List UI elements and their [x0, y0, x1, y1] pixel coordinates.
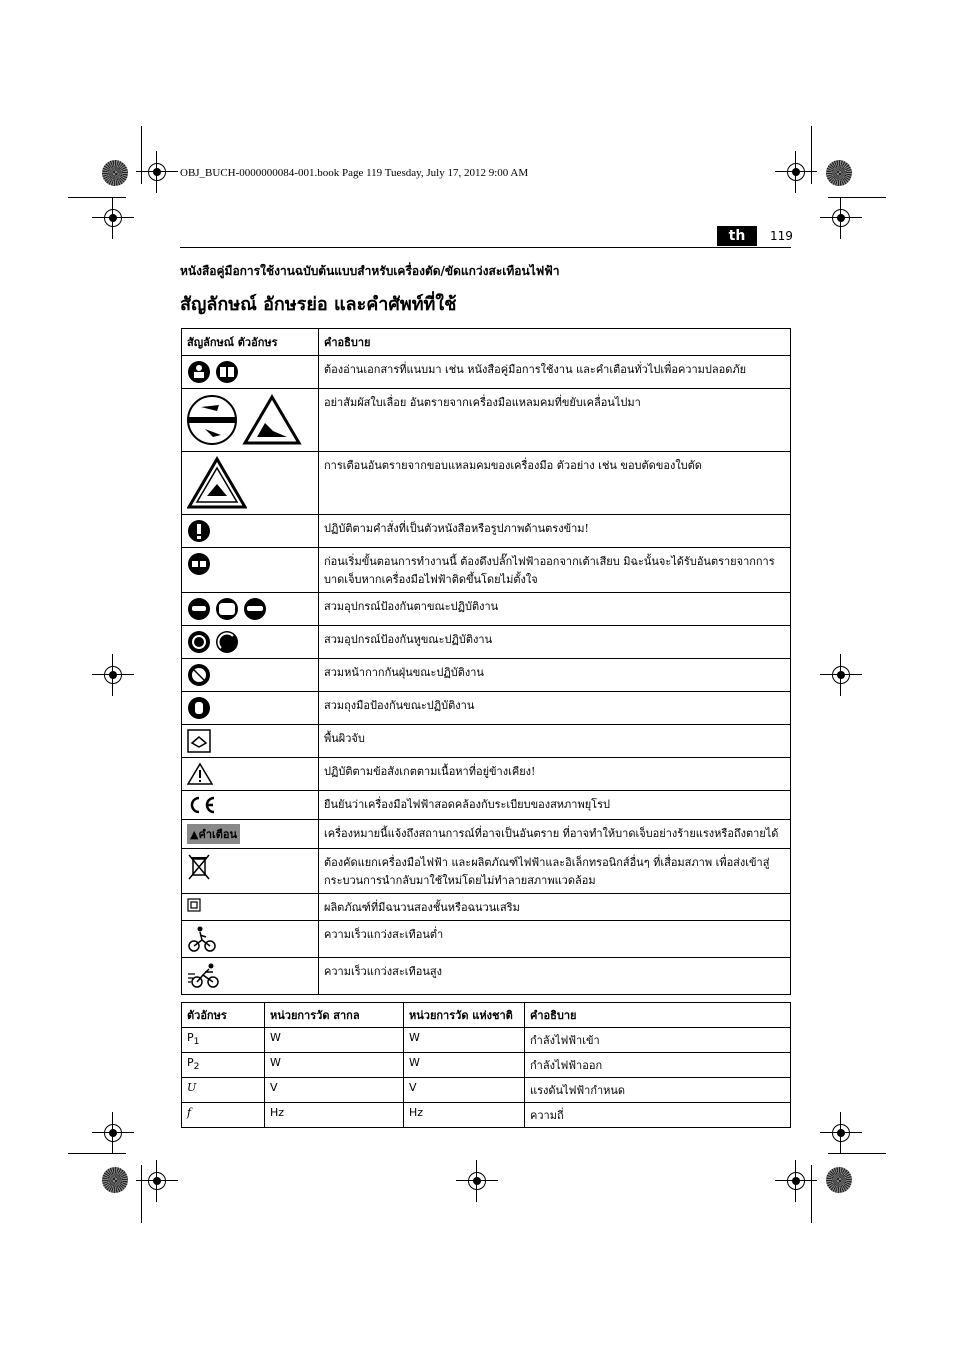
- description-cell: ก่อนเริ่มขั้นตอนการทำงานนี้ ต้องดึงปลั๊กไฟฟ้าออกจากเต้าเสียบ มิฉะนั้นจะได้รับอันตรายจากการบาดเจ็บหากเครื่องมือไฟฟ้าติดขึ้นโดยไม่ตั้งใจ: [319, 548, 791, 593]
- crosshair-mark: [102, 207, 124, 229]
- table-row: [182, 1053, 791, 1078]
- symbol-subscript: 1: [193, 1036, 200, 1048]
- symbol-cell: [182, 1028, 265, 1053]
- column-header: ตัวอักษร: [182, 1003, 265, 1028]
- description-cell: สวมอุปกรณ์ป้องกันหูขณะปฏิบัติงาน: [319, 626, 791, 659]
- table-row: [182, 894, 791, 921]
- symbol-cell: [182, 1053, 265, 1078]
- symbol-cell: [182, 1078, 265, 1103]
- registration-rosette: [826, 160, 852, 186]
- description-cell: ความเร็วแกว่งสะเทือนต่ำ: [319, 921, 791, 958]
- description-cell: ผลิตภัณฑ์ที่มีฉนวนสองชั้นหรือฉนวนเสริม: [319, 894, 791, 921]
- crosshair-mark: [102, 1122, 124, 1144]
- description-cell: สวมถุงมือป้องกันขณะปฏิบัติงาน: [319, 692, 791, 725]
- table-row: [182, 692, 791, 725]
- section-heading: สัญลักษณ์ อักษรย่อ และคำศัพท์ที่ใช้: [180, 294, 457, 315]
- sharp-edge-warning-icon: [187, 456, 247, 510]
- table-row: [182, 958, 791, 995]
- table-header-row: [182, 1003, 791, 1028]
- national-unit-cell: W: [404, 1028, 525, 1053]
- table-row: [182, 593, 791, 626]
- column-header: สัญลักษณ์ ตัวอักษร: [182, 329, 319, 356]
- symbol-cell: [182, 921, 319, 958]
- crosshair-mark: [146, 1170, 168, 1192]
- symbol-cell: [182, 725, 319, 758]
- double-insulation-icon: [187, 898, 201, 912]
- crop-line: [141, 126, 142, 184]
- crosshair-mark: [466, 1170, 488, 1192]
- table-row: [182, 921, 791, 958]
- symbol-letter: f: [187, 1106, 192, 1119]
- table-row: [182, 659, 791, 692]
- table-row: [182, 452, 791, 515]
- intl-unit-cell: Hz: [265, 1103, 404, 1128]
- symbol-cell: [182, 659, 319, 692]
- crop-line: [828, 197, 886, 198]
- manual-subtitle: หนังสือคู่มือการใช้งานฉบับต้นแบบสำหรับเครื่องตัด/ขัดแกว่งสะเทือนไฟฟ้า: [180, 264, 560, 278]
- low-speed-bike-icon: [187, 925, 217, 953]
- crop-line: [828, 1153, 886, 1154]
- description-cell: สวมอุปกรณ์ป้องกันตาขณะปฏิบัติงาน: [319, 593, 791, 626]
- symbol-cell: [182, 692, 319, 725]
- table-row: [182, 820, 791, 849]
- symbol-cell: [182, 758, 319, 791]
- table-row: [182, 1078, 791, 1103]
- table-row: [182, 548, 791, 593]
- description-cell: กำลังไฟฟ้าออก: [525, 1053, 791, 1078]
- column-header: หน่วยการวัด แห่งชาติ: [404, 1003, 525, 1028]
- table-row: [182, 791, 791, 820]
- description-cell: การเตือนอันตรายจากขอบแหลมคมของเครื่องมือ ตัวอย่าง เช่น ขอบตัดของใบตัด: [319, 452, 791, 515]
- column-header: คำอธิบาย: [319, 329, 791, 356]
- units-table: [181, 1002, 791, 1128]
- table-header-row: [182, 329, 791, 356]
- intl-unit-cell: V: [265, 1078, 404, 1103]
- crosshair-mark: [830, 664, 852, 686]
- symbol-cell: [182, 791, 319, 820]
- description-cell: พื้นผิวจับ: [319, 725, 791, 758]
- description-cell: สวมหน้ากากกันฝุ่นขณะปฏิบัติงาน: [319, 659, 791, 692]
- crop-line: [68, 197, 126, 198]
- table-row: [182, 758, 791, 791]
- table-row: [182, 356, 791, 389]
- intl-unit-cell: W: [265, 1028, 404, 1053]
- header-rule: [180, 247, 791, 248]
- caution-triangle-icon: [187, 762, 213, 786]
- crosshair-mark: [785, 1170, 807, 1192]
- column-header: คำอธิบาย: [525, 1003, 791, 1028]
- table-row: [182, 515, 791, 548]
- description-cell: ต้องอ่านเอกสารที่แนบมา เช่น หนังสือคู่มือการใช้งาน และคำเตือนทั่วไปเพื่อความปลอดภัย: [319, 356, 791, 389]
- description-cell: ต้องคัดแยกเครื่องมือไฟฟ้า และผลิตภัณฑ์ไฟฟ้าและอิเล็กทรอนิกส์อื่นๆ ที่เสื่อมสภาพ เพื่อส่งเข้าสู่กระบวนการนำกลับมาใช้ใหม่โดยไม่ทำลายสภาพแวดล้อม: [319, 849, 791, 894]
- ear-protection-icons: [187, 630, 243, 654]
- symbol-cell: [182, 958, 319, 995]
- symbol-cell: [182, 356, 319, 389]
- symbol-cell: [182, 894, 319, 921]
- national-unit-cell: W: [404, 1053, 525, 1078]
- registration-rosette: [102, 1167, 128, 1193]
- table-row: [182, 389, 791, 452]
- high-speed-bike-icon: [187, 962, 221, 990]
- symbols-table: [181, 328, 791, 995]
- warning-label-text: คำเตือน: [198, 828, 238, 841]
- symbol-subscript: 2: [193, 1061, 200, 1073]
- saw-blade-hazard-icons: [187, 393, 302, 447]
- symbol-cell: [182, 593, 319, 626]
- description-cell: ความเร็วแกว่งสะเทือนสูง: [319, 958, 791, 995]
- national-unit-cell: V: [404, 1078, 525, 1103]
- symbol-letter: P: [187, 1056, 194, 1069]
- crosshair-mark: [146, 161, 168, 183]
- crosshair-mark: [830, 207, 852, 229]
- description-cell: ปฏิบัติตามคำสั่งที่เป็นตัวหนังสือหรือรูปภาพด้านตรงข้าม!: [319, 515, 791, 548]
- description-cell: กำลังไฟฟ้าเข้า: [525, 1028, 791, 1053]
- intl-unit-cell: W: [265, 1053, 404, 1078]
- table-row: [182, 725, 791, 758]
- print-header: OBJ_BUCH-0000000084-001.book Page 119 Tuesday, July 17, 2012 9:00 AM: [180, 167, 529, 179]
- description-cell: ปฏิบัติตามข้อสังเกตตามเนื้อหาที่อยู่ข้างเคียง!: [319, 758, 791, 791]
- warning-label-badge: ▲คำเตือน: [187, 824, 240, 844]
- gripping-surface-icon: [187, 729, 211, 753]
- description-cell: ยืนยันว่าเครื่องมือไฟฟ้าสอดคล้องกับระเบียบของสหภาพยุโรป: [319, 791, 791, 820]
- description-cell: ความถี่: [525, 1103, 791, 1128]
- crop-line: [141, 1165, 142, 1223]
- table-row: [182, 849, 791, 894]
- symbol-letter: P: [187, 1031, 194, 1044]
- symbol-cell: [182, 849, 319, 894]
- symbol-cell: [182, 820, 319, 849]
- registration-rosette: [826, 1167, 852, 1193]
- language-badge: th: [717, 226, 757, 246]
- eye-protection-icons: [187, 597, 269, 621]
- symbol-cell: [182, 515, 319, 548]
- description-cell: แรงดันไฟฟ้ากำหนด: [525, 1078, 791, 1103]
- ce-mark-icon: [187, 795, 217, 815]
- symbol-cell: [182, 548, 319, 593]
- crop-line: [811, 126, 812, 184]
- crosshair-mark: [102, 664, 124, 686]
- gloves-icon: [187, 696, 211, 720]
- symbol-cell: [182, 626, 319, 659]
- dust-mask-icon: [187, 663, 211, 687]
- symbol-cell: [182, 452, 319, 515]
- mandatory-action-icon: [187, 519, 211, 543]
- crosshair-mark: [785, 161, 807, 183]
- national-unit-cell: Hz: [404, 1103, 525, 1128]
- column-header: หน่วยการวัด สากล: [265, 1003, 404, 1028]
- symbol-cell: [182, 389, 319, 452]
- read-manual-icons: [187, 360, 243, 384]
- description-cell: อย่าสัมผัสใบเลื่อย อันตรายจากเครื่องมือแหลมคมที่ขยับเคลื่อนไปมา: [319, 389, 791, 452]
- symbol-cell: [182, 1103, 265, 1128]
- crop-line: [811, 1165, 812, 1223]
- crosshair-mark: [830, 1122, 852, 1144]
- unplug-icon: [187, 552, 211, 576]
- table-row: [182, 1103, 791, 1128]
- crop-line: [68, 1153, 126, 1154]
- symbol-letter: U: [187, 1081, 197, 1094]
- registration-rosette: [102, 160, 128, 186]
- weee-crossed-bin-icon: [187, 853, 211, 881]
- description-cell: เครื่องหมายนี้แจ้งถึงสถานการณ์ที่อาจเป็นอันตราย ที่อาจทำให้บาดเจ็บอย่างร้ายแรงหรือถึงตายได้: [319, 820, 791, 849]
- table-row: [182, 1028, 791, 1053]
- table-row: [182, 626, 791, 659]
- page-number: 119: [770, 229, 793, 243]
